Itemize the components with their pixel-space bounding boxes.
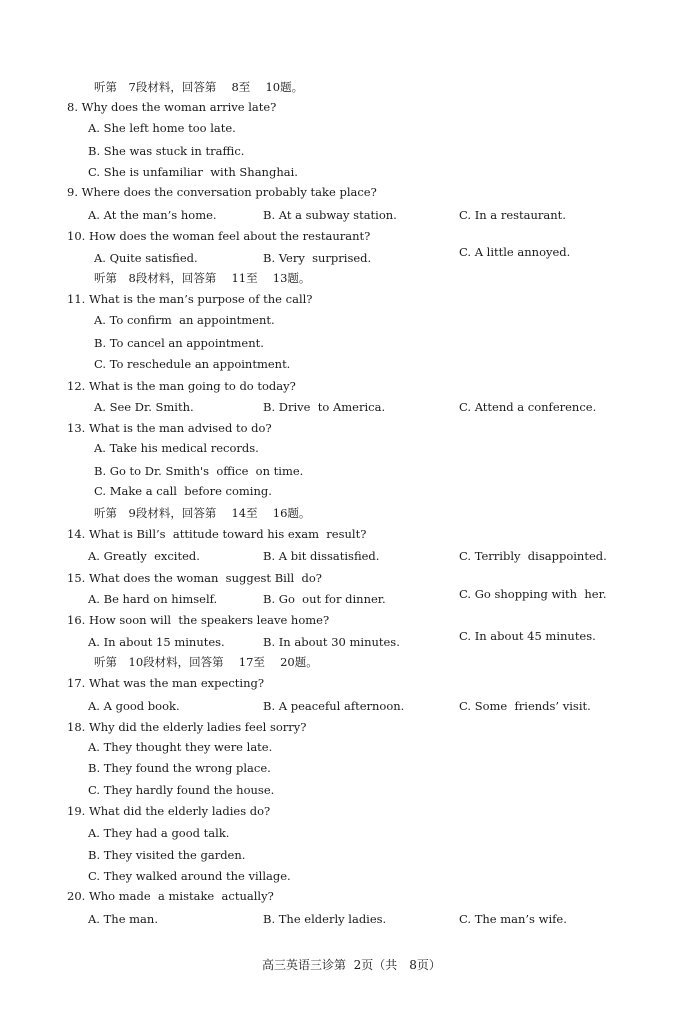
question-14-option-a: A. Greatly excited.	[88, 549, 200, 563]
question-10-option-c: C. A little annoyed.	[459, 245, 571, 259]
question-9: 9. Where does the conversation probably take place?	[67, 185, 377, 199]
question-15-option-b: B. Go out for dinner.	[263, 592, 386, 606]
question-18-option-b: B. They found the wrong place.	[88, 761, 271, 775]
question-18-option-c: C. They hardly found the house.	[88, 783, 275, 797]
question-11-option-a: A. To confirm an appointment.	[94, 313, 275, 327]
question-8: 8. Why does the woman arrive late?	[67, 100, 277, 114]
question-18: 18. Why did the elderly ladies feel sorry?	[67, 720, 307, 734]
section-instruction-10: 听第 10段材料，回答第 17至 20题。	[94, 655, 318, 669]
question-15: 15. What does the woman suggest Bill do?	[67, 571, 322, 585]
question-12: 12. What is the man going to do today?	[67, 379, 296, 393]
question-9-option-a: A. At the man’s home.	[88, 208, 217, 222]
question-14-option-c: C. Terribly disappointed.	[459, 549, 607, 563]
question-12-option-c: C. Attend a conference.	[459, 400, 597, 414]
question-16-option-a: A. In about 15 minutes.	[88, 635, 225, 649]
question-17: 17. What was the man expecting?	[67, 676, 265, 690]
question-13-option-a: A. Take his medical records.	[94, 441, 259, 455]
question-11-option-c: C. To reschedule an appointment.	[94, 357, 291, 371]
question-16: 16. How soon will the speakers leave home?	[67, 613, 330, 627]
question-10-option-b: B. Very surprised.	[263, 251, 372, 265]
question-13-option-b: B. Go to Dr. Smith's office on time.	[94, 464, 304, 478]
question-14: 14. What is Bill’s attitude toward his exam result?	[67, 527, 367, 541]
question-13-option-c: C. Make a call before coming.	[94, 484, 272, 498]
question-17-option-b: B. A peaceful afternoon.	[263, 699, 405, 713]
question-11-option-b: B. To cancel an appointment.	[94, 336, 264, 350]
question-8-option-b: B. She was stuck in traffic.	[88, 144, 245, 158]
question-19-option-a: A. They had a good talk.	[88, 826, 230, 840]
question-10-option-a: A. Quite satisfied.	[94, 251, 198, 265]
question-15-option-a: A. Be hard on himself.	[88, 592, 218, 606]
section-instruction-9: 听第 9段材料，回答第 14至 16题。	[94, 506, 311, 520]
question-16-option-b: B. In about 30 minutes.	[263, 635, 400, 649]
question-9-option-b: B. At a subway station.	[263, 208, 397, 222]
question-16-option-c: C. In about 45 minutes.	[459, 629, 596, 643]
question-10: 10. How does the woman feel about the restaurant?	[67, 229, 371, 243]
question-20: 20. Who made a mistake actually?	[67, 889, 274, 903]
question-19-option-b: B. They visited the garden.	[88, 848, 246, 862]
question-19: 19. What did the elderly ladies do?	[67, 804, 271, 818]
question-17-option-a: A. A good book.	[88, 699, 180, 713]
page-footer: 高三英语三诊第 2页（共 8页）	[262, 958, 441, 972]
question-11: 11. What is the man’s purpose of the call?	[67, 292, 313, 306]
question-20-option-b: B. The elderly ladies.	[263, 912, 387, 926]
section-instruction-8: 听第 8段材料，回答第 11至 13题。	[94, 271, 311, 285]
question-8-option-c: C. She is unfamiliar with Shanghai.	[88, 165, 298, 179]
question-12-option-b: B. Drive to America.	[263, 400, 386, 414]
question-9-option-c: C. In a restaurant.	[459, 208, 566, 222]
question-18-option-a: A. They thought they were late.	[88, 740, 273, 754]
question-8-option-a: A. She left home too late.	[88, 121, 236, 135]
question-17-option-c: C. Some friends’ visit.	[459, 699, 591, 713]
question-20-option-c: C. The man’s wife.	[459, 912, 567, 926]
question-12-option-a: A. See Dr. Smith.	[94, 400, 194, 414]
question-15-option-c: C. Go shopping with her.	[459, 587, 607, 601]
section-instruction-7: 听第 7段材料，回答第 8至 10题。	[94, 80, 304, 94]
question-19-option-c: C. They walked around the village.	[88, 869, 291, 883]
question-13: 13. What is the man advised to do?	[67, 421, 272, 435]
question-14-option-b: B. A bit dissatisfied.	[263, 549, 380, 563]
question-20-option-a: A. The man.	[88, 912, 158, 926]
